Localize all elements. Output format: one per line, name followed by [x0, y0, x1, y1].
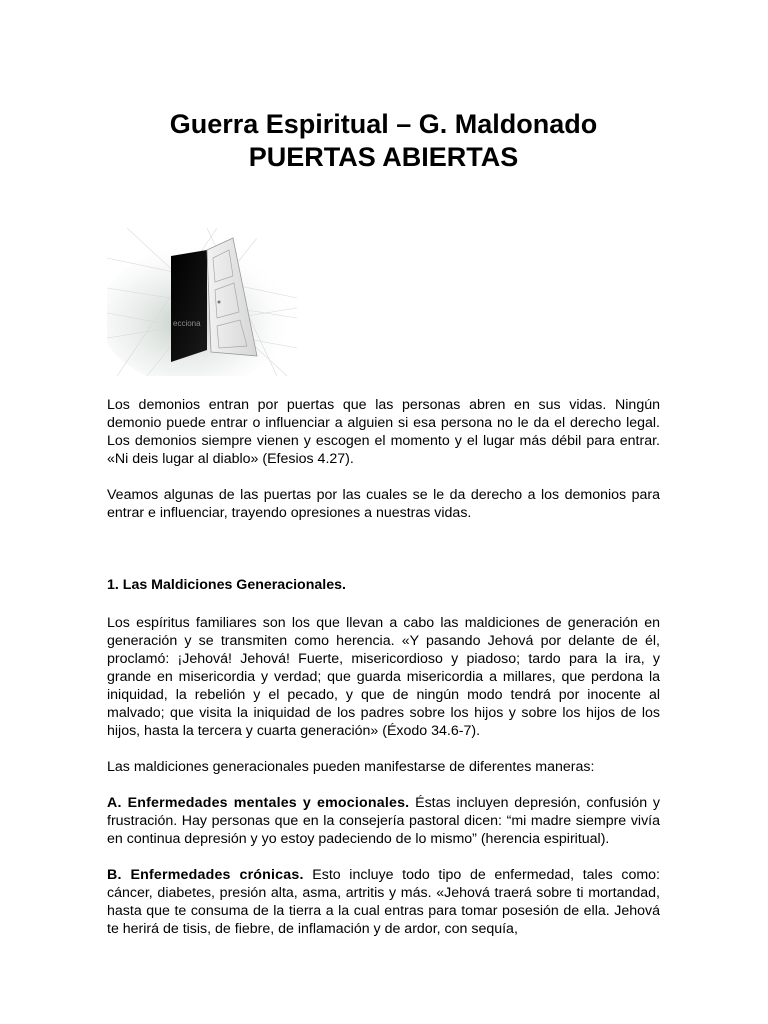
manifestations-paragraph: Las maldiciones generacionales pueden manifestarse de diferentes maneras:: [107, 759, 595, 775]
item-a-paragraph: [107, 794, 660, 848]
open-door-illustration: [107, 228, 297, 376]
item-b-text: Esto incluye todo tipo de enfermedad, tales como: cáncer, diabetes, presión alta, asma, artritis y más. «Jehová traerá sobre ti mortandad, hasta que te consuma de la tierra a la cual entras para tomar posesión de ella. Jehová te herirá de tisis, de fiebre, de inflamación y de ardor, con sequía,: [107, 867, 660, 937]
document-title: [107, 108, 660, 174]
title-line-1: Guerra Espiritual – G. Maldonado: [169, 109, 598, 139]
svg-text:ecciona: ecciona: [173, 319, 201, 328]
open-door-image: [107, 228, 297, 376]
familiar-spirits-paragraph: Los espíritus familiares son los que llevan a cabo las maldiciones de generación en generación y se transmiten como herencia. «Y pasando Jehová por delante de él, proclamó: ¡Jehová! Jehová! Fuerte, misericordioso y piadoso; tardo para la ira, y grande en misericordia y verdad; que guarda misericordia a millares, que perdona la iniquidad, la rebelión y el pecado, y que de ningún modo tendrá por inocente al malvado; que visita la iniquidad de los padres sobre los hijos y sobre los hijos de los hijos, hasta la tercera y cuarta generación» (Éxodo 34.6-7).: [107, 615, 660, 739]
item-a-heading: A. Enfermedades mentales y emocionales.: [107, 795, 410, 811]
doors-paragraph: Veamos algunas de las puertas por las cuales se le da derecho a los demonios para entrar e influenciar, trayendo opresiones a nuestras vidas.: [107, 487, 660, 521]
title-line-2: PUERTAS ABIERTAS: [248, 142, 519, 172]
document-page: [107, 108, 660, 938]
intro-paragraph: Los demonios entran por puertas que las personas abren en sus vidas. Ningún demonio puede entrar o influenciar a alguien si esa persona no le da el derecho legal. Los demonios siempre vienen y escogen el momento y el lugar más débil para entrar. «Ni deis lugar al diablo» (Efesios 4.27).: [107, 397, 660, 467]
item-b-paragraph: [107, 866, 660, 938]
section-heading-generational-curses: 1. Las Maldiciones Generacionales.: [107, 577, 346, 593]
item-b-heading: B. Enfermedades crónicas.: [107, 867, 304, 883]
item-a-text: Éstas incluyen depresión, confusión y frustración. Hay personas que en la consejería pastoral dicen: “mi madre siempre vivía en continua depresión y yo estoy padeciendo de lo mismo” (herencia espiritual).: [107, 795, 660, 847]
